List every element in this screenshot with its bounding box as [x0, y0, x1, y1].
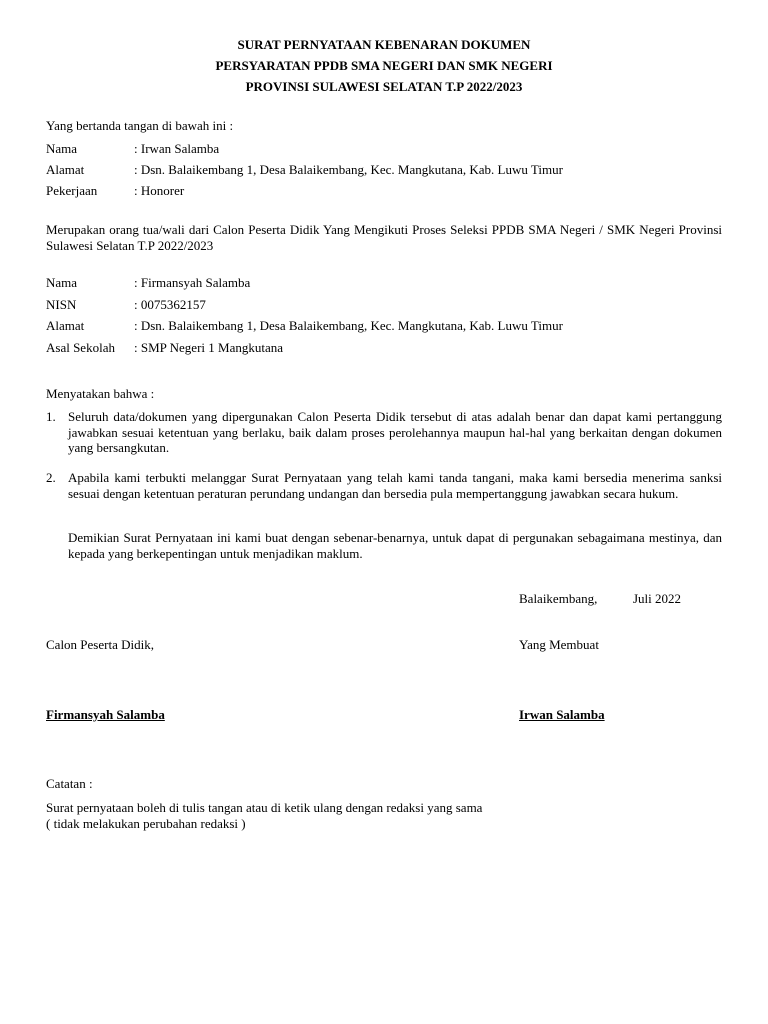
place-text: Balaikembang, [519, 591, 598, 606]
letter-title-line-1: SURAT PERNYATAAN KEBENARAN DOKUMEN [237, 37, 531, 52]
student-school-row [46, 340, 283, 356]
parent-name-row [46, 141, 219, 157]
note-line-1: Surat pernyataan boleh di tulis tangan atau di ketik ulang dengan redaksi yang sama [46, 800, 483, 815]
parent-name-value: : Irwan Salamba [134, 141, 220, 156]
statement-intro: Menyatakan bahwa : [46, 386, 155, 401]
statement-number: 1. [46, 409, 56, 424]
statement-item [46, 470, 722, 501]
closing-text: Demikian Surat Pernyataan ini kami buat dengan sebenar-benarnya, untuk dapat di pergunakan sebagaimana mestinya, dan kepada yang berkepentingan untuk menjadikan maklum. [68, 530, 722, 561]
parent-address-row [46, 162, 563, 178]
intro-text: Yang bertanda tangan di bawah ini : [46, 118, 234, 133]
student-address-label: Alamat [46, 318, 85, 333]
relation-paragraph: Merupakan orang tua/wali dari Calon Peserta Didik Yang Mengikuti Proses Seleksi PPDB SMA Negeri / SMK Negeri Provinsi Sulawesi Selatan T.P 2022/2023 [46, 222, 722, 253]
parent-job-value: : Honorer [134, 183, 185, 198]
letter-title-line-2: PERSYARATAN PPDB SMA NEGERI DAN SMK NEGERI [215, 58, 553, 73]
statement-text: Seluruh data/dokumen yang dipergunakan Calon Peserta Didik tersebut di atas adalah benar dan dapat kami pertanggung jawabkan sesuai ketentuan yang berlaku, baik dalam proses perolehannya maupun hal-hal yang berkaitan dengan dokumen yang bersangkutan. [68, 409, 722, 455]
student-address-value: : Dsn. Balaikembang 1, Desa Balaikembang, Kec. Mangkutana, Kab. Luwu Timur [134, 318, 563, 333]
parent-signature-title: Yang Membuat [519, 637, 599, 652]
note-label: Catatan : [46, 776, 93, 791]
student-address-row [46, 318, 563, 334]
parent-job-label: Pekerjaan [46, 183, 98, 198]
student-nisn-value: : 0075362157 [134, 297, 206, 312]
letter-title-line-3: PROVINSI SULAWESI SELATAN T.P 2022/2023 [245, 79, 523, 94]
student-signature-title: Calon Peserta Didik, [46, 637, 154, 652]
student-name-label: Nama [46, 275, 78, 290]
student-name-value: : Firmansyah Salamba [134, 275, 251, 290]
student-school-label: Asal Sekolah [46, 340, 115, 355]
student-signature-name: Firmansyah Salamba [46, 707, 165, 722]
statement-number: 2. [46, 470, 56, 485]
parent-name-label: Nama [46, 141, 78, 156]
parent-job-row [46, 183, 184, 199]
statement-item [46, 409, 722, 456]
student-school-value: : SMP Negeri 1 Mangkutana [134, 340, 283, 355]
date-text: Juli 2022 [633, 591, 682, 606]
parent-signature-name: Irwan Salamba [519, 707, 605, 722]
student-nisn-label: NISN [46, 297, 77, 312]
student-nisn-row [46, 297, 206, 313]
statement-text: Apabila kami terbukti melanggar Surat Pernyataan yang telah kami tanda tangani, maka kami bersedia menerima sanksi sesuai dengan ketentuan peraturan perundang undangan dan bersedia pula mempertanggung jawabkan secara hukum. [68, 470, 722, 501]
parent-address-value: : Dsn. Balaikembang 1, Desa Balaikembang, Kec. Mangkutana, Kab. Luwu Timur [134, 162, 563, 177]
student-name-row [46, 275, 250, 291]
closing-paragraph [46, 530, 722, 561]
parent-address-label: Alamat [46, 162, 85, 177]
note-line-2: ( tidak melakukan perubahan redaksi ) [46, 816, 246, 831]
